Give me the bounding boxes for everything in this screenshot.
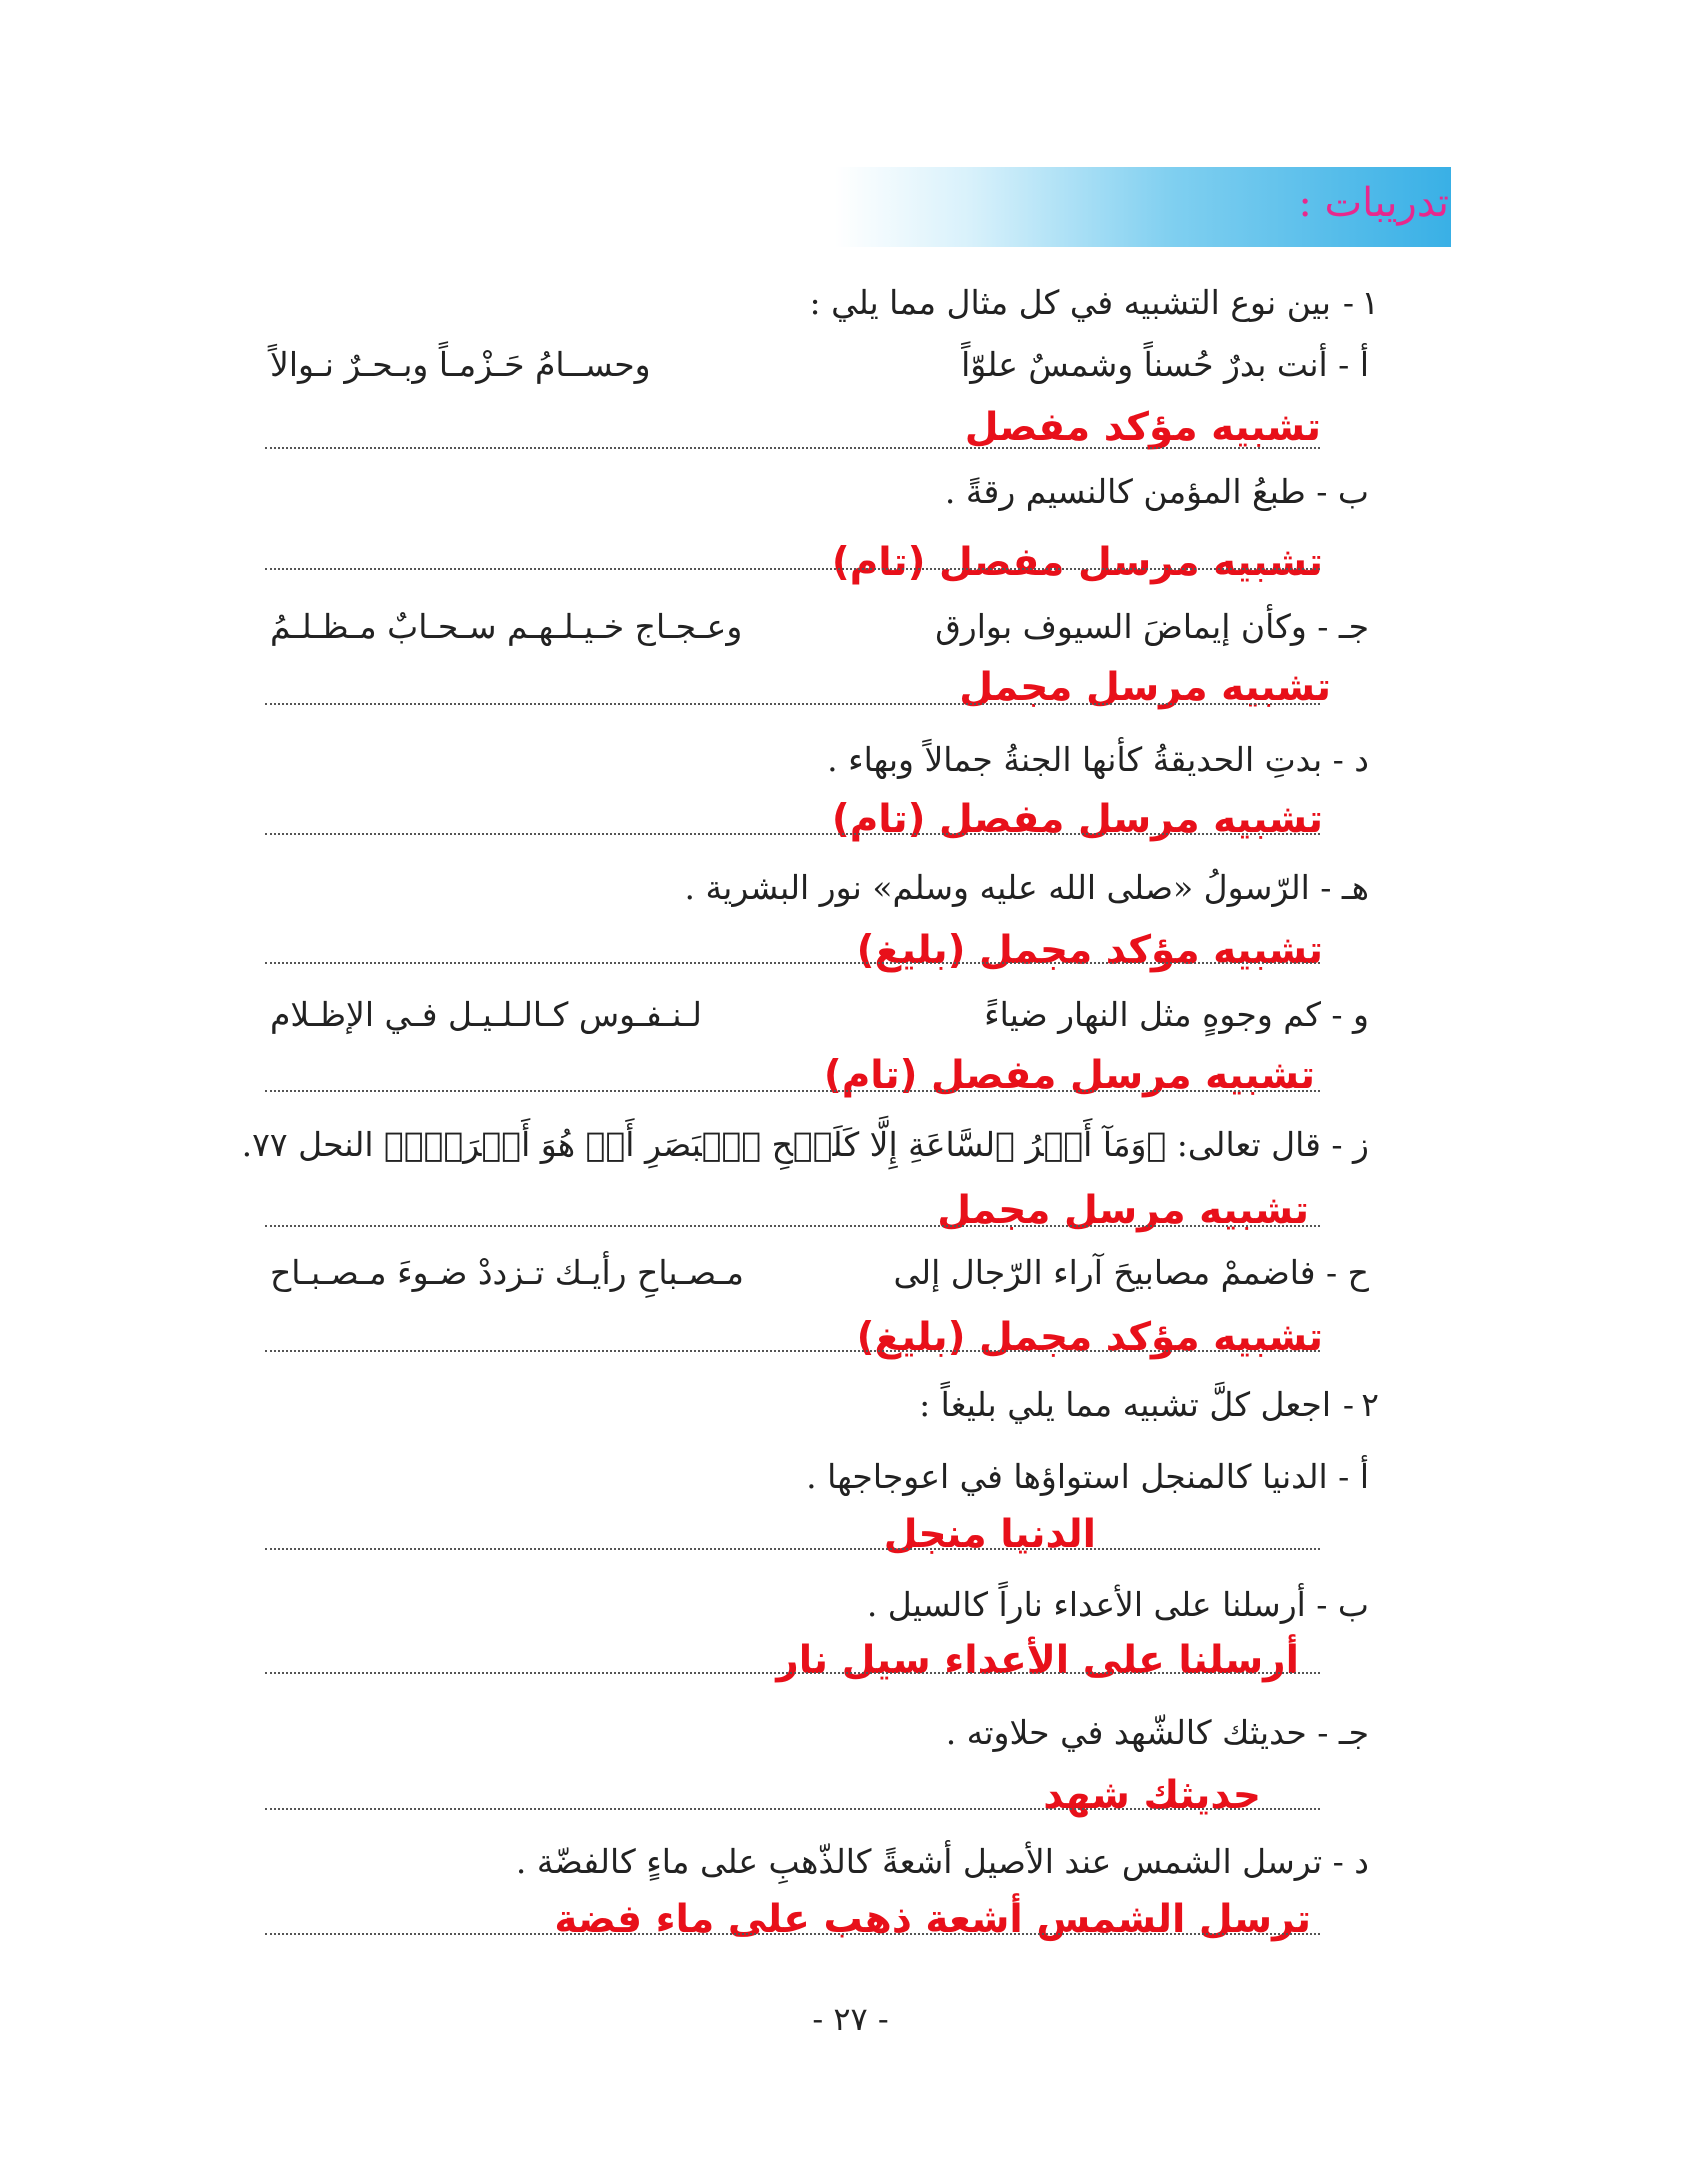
section-title: تدريبات : <box>1298 180 1449 226</box>
answer-line <box>265 833 1320 835</box>
q2-answer-d: ترسل الشمس أشعة ذهب على ماء فضة <box>554 1897 1311 1942</box>
q1-prompt: بين نوع التشبيه في كل مثال مما يلي : <box>809 283 1331 322</box>
q1-answer-a: تشبيه مؤكد مفصل <box>964 405 1321 450</box>
q1-item-f-right: و - كم وجوهٍ مثل النهار ضياءً <box>984 995 1369 1034</box>
q1-answer-f: تشبيه مرسل مفصل (تام) <box>823 1053 1315 1098</box>
q2-prompt: اجعل كلَّ تشبيه مما يلي بليغاً : <box>919 1385 1331 1424</box>
q1-item-f-left: لـنـفـوس كـالـلـيـل فـي الإظـلام <box>270 995 702 1034</box>
q2-item-c: جـ - حديثك كالشّهد في حلاوته . <box>945 1713 1369 1752</box>
answer-line <box>265 447 1320 449</box>
q1-number: ١ <box>1361 283 1379 322</box>
answer-line <box>265 1548 1320 1550</box>
answer-line <box>265 1933 1320 1935</box>
answer-line <box>265 703 1320 705</box>
q1-item-g: ز - قال تعالى: ﴿وَمَآ أَمۡرُ ٱلسَّاعَةِ إِلَّا كَلَمۡحِ ٱلۡبَصَرِ أَوۡ هُوَ أَقۡرَبُۚ﴾ النحل ٧٧. <box>241 1125 1369 1164</box>
answer-line <box>265 568 1320 570</box>
answer-line <box>265 1672 1320 1674</box>
q2-number: ٢ <box>1361 1385 1379 1424</box>
answer-line <box>265 1350 1320 1352</box>
q1-answer-c: تشبيه مرسل مجمل <box>959 665 1331 710</box>
q1-item-a-left: وحســامُ حَـزْمـاً وبـحـرٌ نـوالاً <box>270 345 651 384</box>
q1-item-e: هـ - الرّسولُ «صلى الله عليه وسلم» نور البشرية . <box>684 868 1369 907</box>
q1-answer-h: تشبيه مؤكد مجمل (بليغ) <box>856 1315 1323 1360</box>
page-number: - ٢٧ - <box>812 2000 889 2038</box>
q1-answer-g: تشبيه مرسل مجمل <box>937 1188 1309 1233</box>
answer-line <box>265 1090 1320 1092</box>
answer-line <box>265 962 1320 964</box>
q1-answer-d: تشبيه مرسل مفصل (تام) <box>831 797 1323 842</box>
q1-dash: - <box>1342 283 1354 322</box>
q1-item-d: د - بدتِ الحديقةُ كأنها الجنةُ جمالاً وبهاء . <box>827 740 1369 779</box>
q2-answer-b: أرسلنا على الأعداء سيل نار <box>776 1638 1299 1683</box>
q1-item-h-left: مـصـباحِ رأيـك تـزددْ ضـوءَ مـصـبـاح <box>270 1253 744 1292</box>
q1-item-h-right: ح - فاضممْ مصابيحَ آراء الرّجال إلى <box>893 1253 1369 1292</box>
q2-item-d: د - ترسل الشمس عند الأصيل أشعةً كالذّهبِ على ماءٍ كالفضّة . <box>515 1842 1369 1881</box>
q1-item-b: ب - طبعُ المؤمن كالنسيم رقةً . <box>944 472 1369 511</box>
answer-line <box>265 1808 1320 1810</box>
q2-item-b: ب - أرسلنا على الأعداء ناراً كالسيل . <box>866 1585 1369 1624</box>
q1-item-c-left: وعـجـاج خـيـلـهـم سـحـابٌ مـظـلـمُ <box>270 607 743 646</box>
q1-item-c-right: جـ - وكأن إيماضَ السيوف بوارق <box>935 607 1369 646</box>
answer-line <box>265 1225 1320 1227</box>
q2-answer-a: الدنيا منجل <box>883 1512 1096 1557</box>
q1-answer-b: تشبيه مرسل مفصل (تام) <box>831 540 1323 585</box>
q2-answer-c: حديثك شهد <box>1043 1773 1261 1818</box>
q1-answer-e: تشبيه مؤكد مجمل (بليغ) <box>856 928 1323 973</box>
q2-item-a: أ - الدنيا كالمنجل استواؤها في اعوجاجها . <box>806 1457 1369 1496</box>
q1-item-a-right: أ - أنت بدرٌ حُسناً وشمسٌ علوّاً <box>961 345 1369 384</box>
q2-dash: - <box>1342 1385 1354 1424</box>
